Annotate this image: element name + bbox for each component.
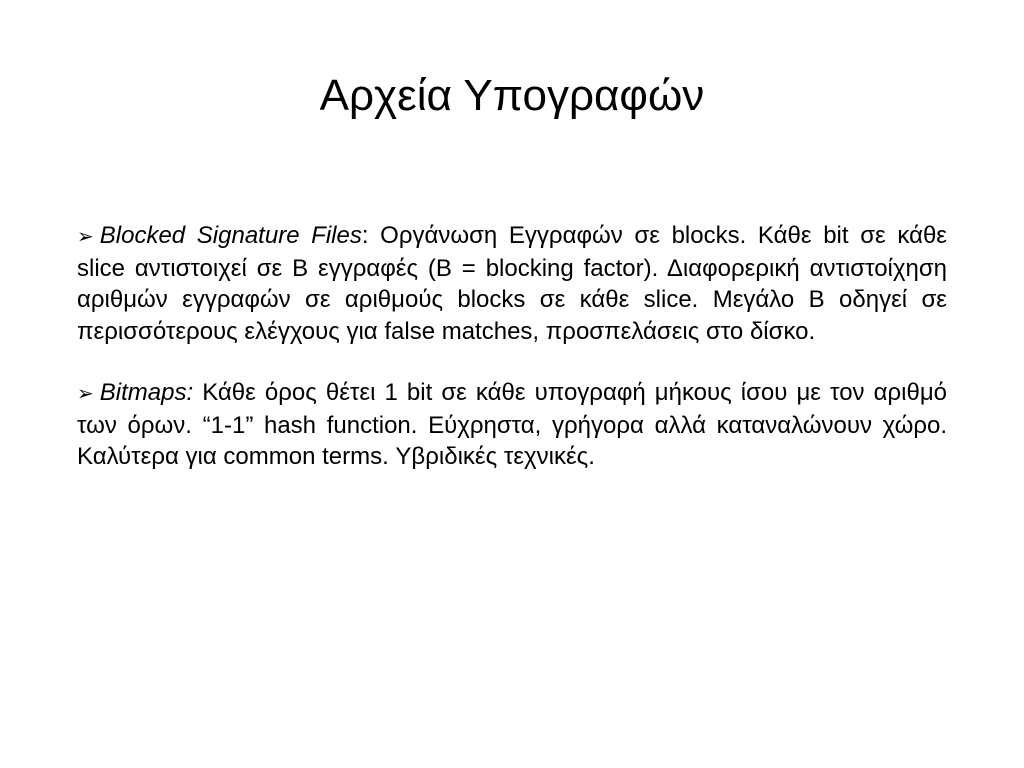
bullet-text: Οργάνωση Εγγραφών σε blocks. Κάθε bit σε κάθε slice αντιστοιχεί σε B εγγραφές (B = blocking factor). Διαφορερική αντιστοίχηση αριθμών εγγραφών σε αριθμούς blocks σε κάθε slice. Μεγάλο B οδηγεί σε περισσότερους ελέγχους για false matches, προσπελάσεις στο δίσκο. [77,222,947,345]
bullet-bitmaps [77,377,947,473]
arrow-bullet-icon: ➢ [77,381,94,405]
bullet-term-separator: : [361,222,369,249]
bullet-term: Blocked Signature Files [99,222,362,249]
bullet-text: Κάθε όρος θέτει 1 bit σε κάθε υπογραφή μήκους ίσου με τον αριθμό των όρων. “1-1” hash function. Εύχρηστα, γρήγορα αλλά καταναλώνουν χώρο. Καλύτερα για common terms. Υβριδικές τεχνικές. [77,379,947,470]
arrow-bullet-icon: ➢ [77,224,94,248]
bullet-term: Bitmaps: [99,379,194,406]
slide-content [77,220,947,503]
bullet-blocked-signature-files [77,220,947,347]
slide-title: Αρχεία Υπογραφών [319,71,705,120]
